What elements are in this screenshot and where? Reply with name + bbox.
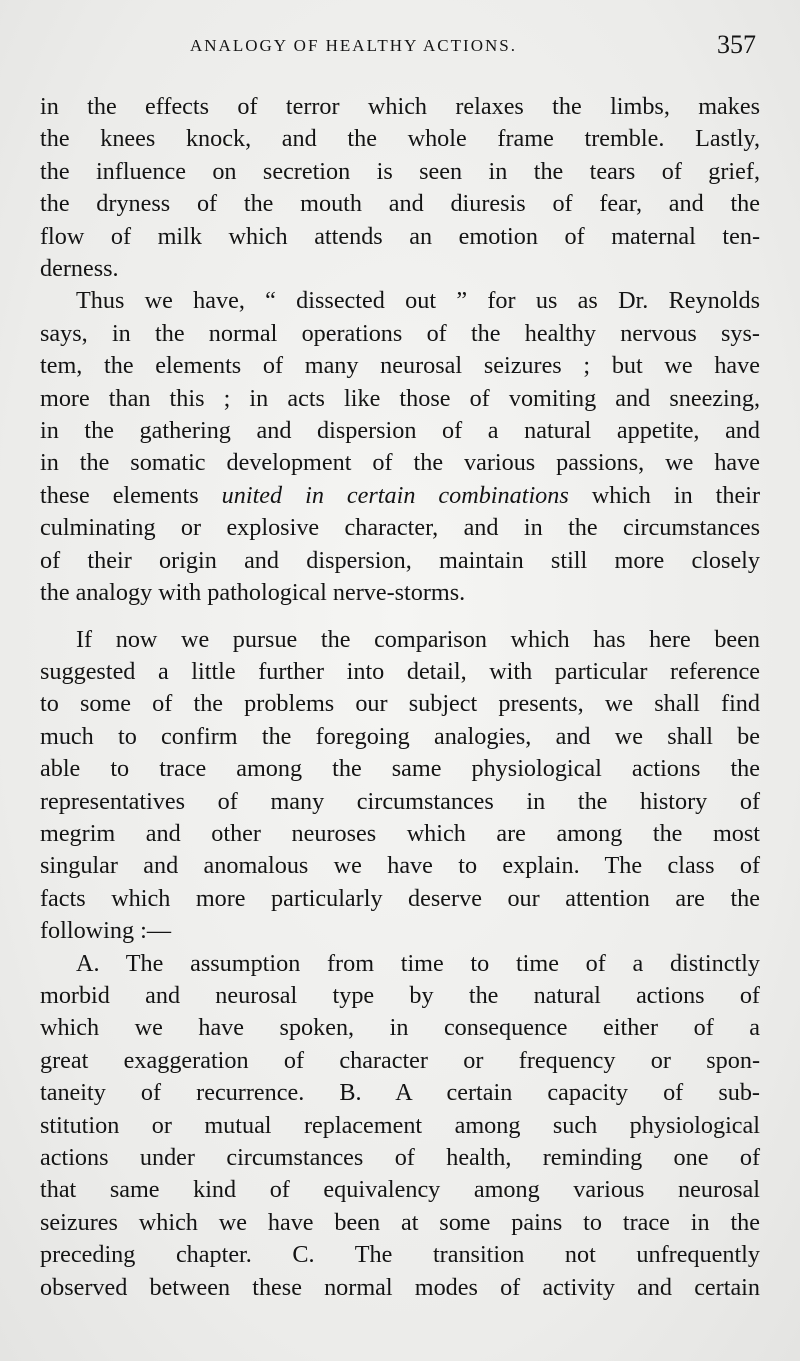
text-line: which we have spoken, in consequence either of a — [40, 1014, 760, 1042]
text-line: suggested a little further into detail, with particular reference — [40, 657, 760, 685]
text-line: singular and anomalous we have to explain. The class of — [40, 852, 760, 880]
text-line: taneity of recurrence. B. A certain capacity of sub- — [40, 1079, 760, 1107]
text-line: following :— — [40, 917, 172, 945]
text-line: much to confirm the foregoing analogies, and we shall be — [40, 722, 760, 750]
text-line-mixed — [40, 480, 760, 512]
running-title: ANALOGY OF HEALTHY ACTIONS. — [190, 36, 517, 55]
text-segment: these elements — [40, 481, 222, 509]
text-line: more than this ; in acts like those of vomiting and sneezing, — [40, 384, 760, 412]
text-line: megrim and other neuroses which are among the most — [40, 819, 760, 847]
paragraph-2 — [40, 285, 760, 609]
text-line: Thus we have, “ dissected out ” for us as Dr. Reynolds — [76, 287, 760, 315]
paragraph-3 — [40, 624, 760, 948]
text-line: actions under circumstances of health, reminding one of — [40, 1144, 760, 1171]
text-line: culminating or explosive character, and in the circumstances — [40, 514, 760, 542]
text-line: facts which more particularly deserve our attention are the — [40, 884, 760, 912]
text-line: A. The assumption from time to time of a distinctly — [76, 949, 760, 977]
text-line: representatives of many circumstances in the history of — [40, 787, 760, 815]
text-segment: which in their — [568, 481, 760, 509]
text-line: of their origin and dispersion, maintain still more closely — [40, 546, 760, 574]
text-line: morbid and neurosal type by the natural actions of — [40, 981, 760, 1009]
paragraph-4 — [40, 948, 760, 1304]
text-line: seizures which we have been at some pains to trace in the — [40, 1208, 760, 1236]
paragraph-1 — [40, 91, 760, 285]
page-number: 357 — [717, 30, 756, 59]
text-line: able to trace among the same physiological actions the — [40, 755, 760, 783]
text-line: the dryness of the mouth and diuresis of fear, and the — [40, 190, 760, 218]
text-line: If now we pursue the comparison which has here been — [76, 625, 760, 653]
text-line: the influence on secretion is seen in the tears of grief, — [40, 157, 760, 185]
text-line: in the gathering and dispersion of a natural appetite, and — [40, 417, 760, 445]
text-line: that same kind of equivalency among various neurosal — [40, 1176, 760, 1204]
text-line: derness. — [40, 255, 119, 283]
text-line: in the effects of terror which relaxes the limbs, makes — [40, 93, 760, 120]
running-head — [40, 30, 760, 64]
italic-phrase: united in certain combinations — [221, 481, 569, 509]
text-line: to some of the problems our subject presents, we shall find — [40, 690, 760, 718]
text-line: stitution or mutual replacement among such physiological — [40, 1111, 760, 1139]
text-line: the analogy with pathological nerve-storms. — [40, 579, 466, 607]
text-line: flow of milk which attends an emotion of maternal ten- — [40, 222, 760, 250]
text-line: tem, the elements of many neurosal seizures ; but we have — [40, 352, 760, 380]
body-text — [40, 91, 760, 1304]
paragraph-gap — [40, 610, 760, 624]
text-line: great exaggeration of character or frequency or spon- — [40, 1046, 760, 1074]
text-line: preceding chapter. C. The transition not unfrequently — [40, 1241, 760, 1269]
text-line: in the somatic development of the various passions, we have — [40, 449, 760, 477]
text-line: the knees knock, and the whole frame tremble. Lastly, — [40, 125, 760, 153]
text-line: observed between these normal modes of activity and certain — [40, 1273, 760, 1301]
text-line: says, in the normal operations of the healthy nervous sys- — [40, 319, 760, 347]
